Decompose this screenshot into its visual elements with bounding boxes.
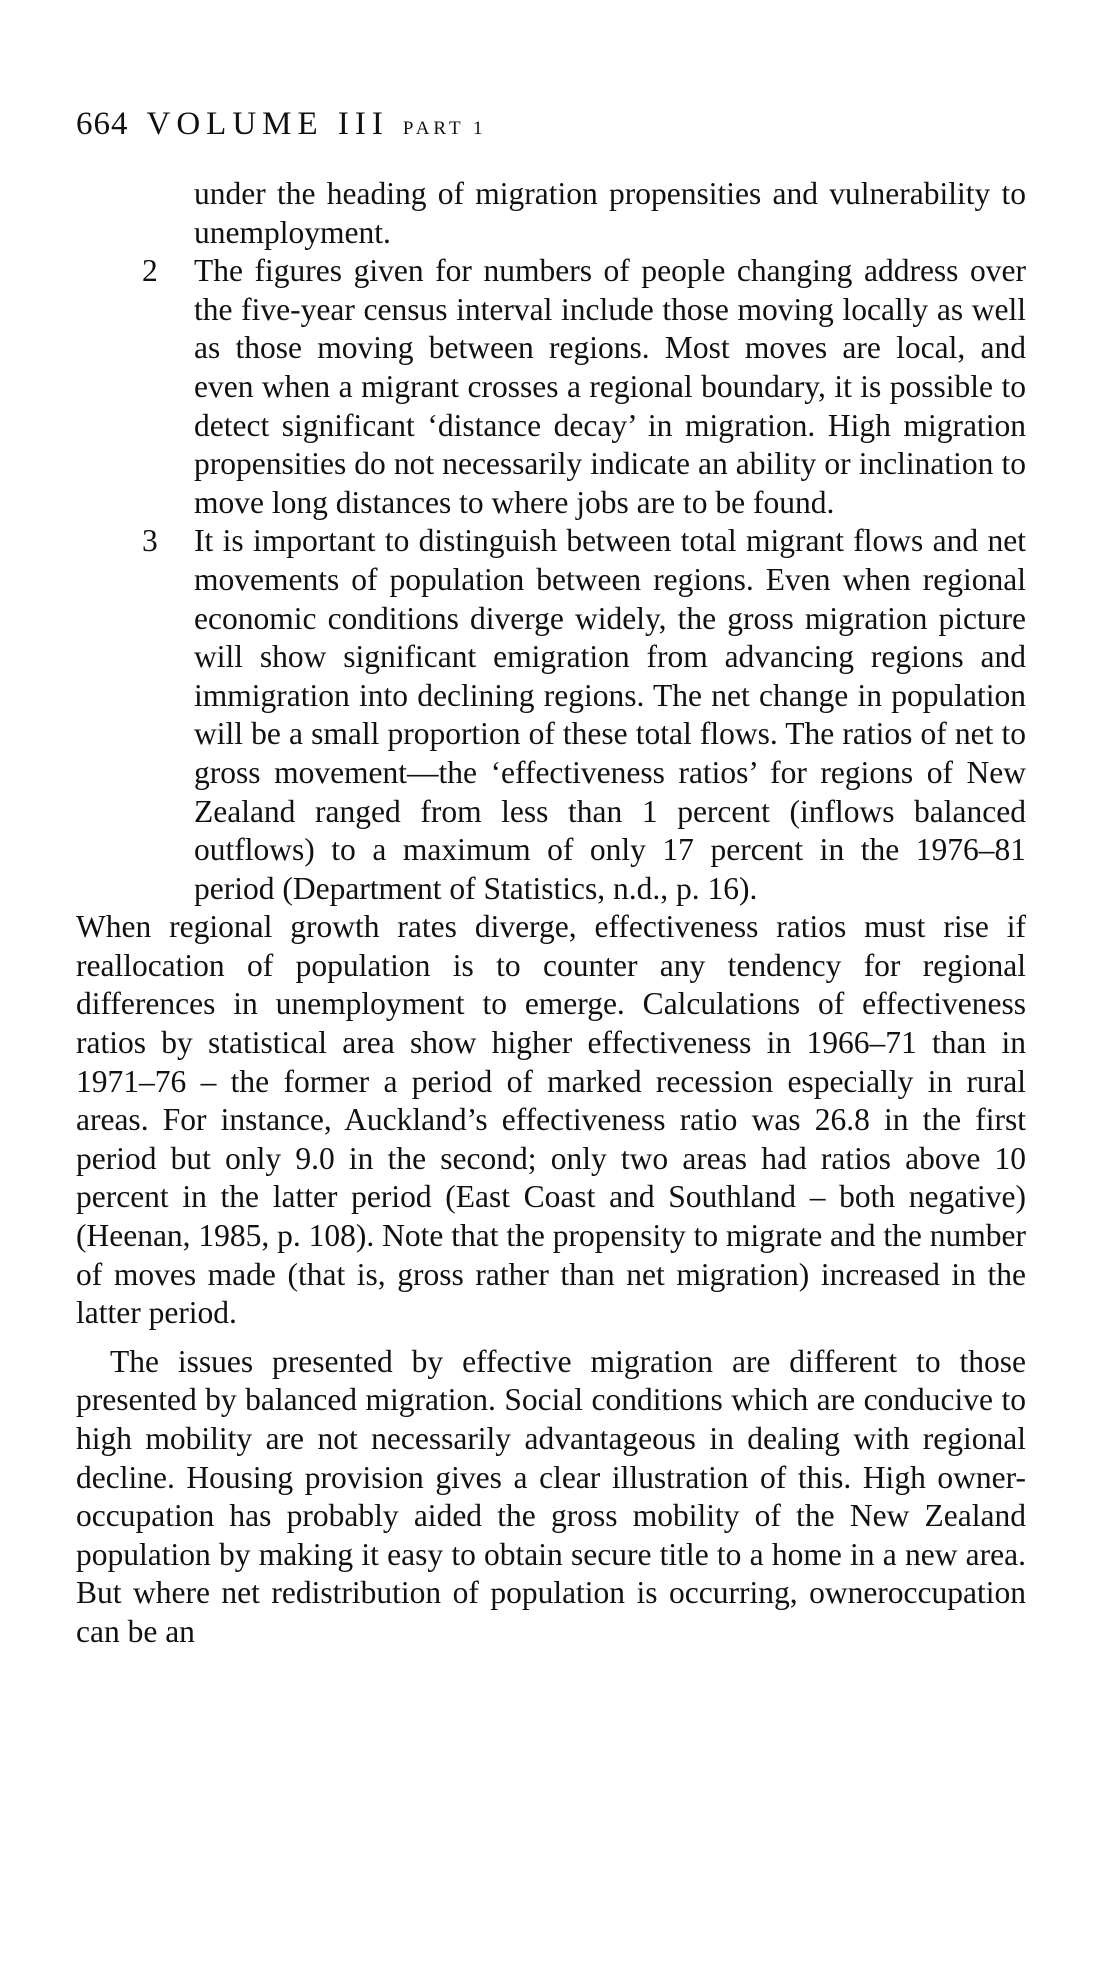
running-head (76, 104, 486, 149)
list-item-text: The figures given for numbers of people changing address over the five-year census interval include those moving locally as well as those moving between regions. Most moves are local, and even when a migrant crosses a regional boundary, it is possible to detect significant ‘distance decay’ in migration. High migration propensities do not necessarily indicate an ability or inclination to move long distances to where jobs are to be found. (194, 253, 1026, 520)
body-paragraph: When regional growth rates diverge, effectiveness ratios must rise if reallocation of population is to counter any tendency for regional differences in unemployment to emerge. Calculations of effectiveness ratios by statistical area show higher effectiveness in 1966–71 than in 1971–76 – the former a period of marked recession especially in rural areas. For instance, Auckland’s effectiveness ratio was 26.8 in the first period but only 9.0 in the second; only two areas had ratios above 10 percent in the latter period (East Coast and Southland – both negative) (Heenan, 1985, p. 108). Note that the propensity to migrate and the number of moves made (that is, gross rather than net migration) increased in the latter period. (76, 909, 1026, 1331)
volume-label: VOLUME III (146, 106, 389, 142)
list-item-number: 2 (142, 253, 158, 289)
list-item (76, 522, 1026, 908)
list-item (76, 252, 1026, 522)
page-number: 664 (76, 106, 129, 142)
part-label: PART 1 (402, 118, 487, 139)
list-item-continuation: under the heading of migration propensities and vulnerability to unemployment. (194, 176, 1026, 250)
numbered-list (76, 175, 1026, 908)
list-item-number: 3 (142, 523, 158, 559)
page-body (76, 175, 1026, 1652)
list-item-text: It is important to distinguish between total migrant flows and net movements of population between regions. Even when regional economic conditions diverge widely, the gross migration picture will show significant emigration from advancing regions and immigration into declining regions. The net change in population will be a small proportion of these total flows. The ratios of net to gross movement—the ‘effectiveness ratios’ for regions of New Zealand ranged from less than 1 percent (inflows balanced outflows) to a maximum of only 17 percent in the 1976–81 period (Department of Statistics, n.d., p. 16). (194, 523, 1026, 906)
body-paragraph: The issues presented by effective migration are different to those presented by balanced migration. Social conditions which are conducive to high mobility are not necessarily advantageous in dealing with regional decline. Housing provision gives a clear illustration of this. High owner-occupation has probably aided the gross mobility of the New Zealand population by making it easy to obtain secure title to a home in a new area. But where net redistribution of population is occurring, owneroccupation can be an (76, 1343, 1026, 1649)
